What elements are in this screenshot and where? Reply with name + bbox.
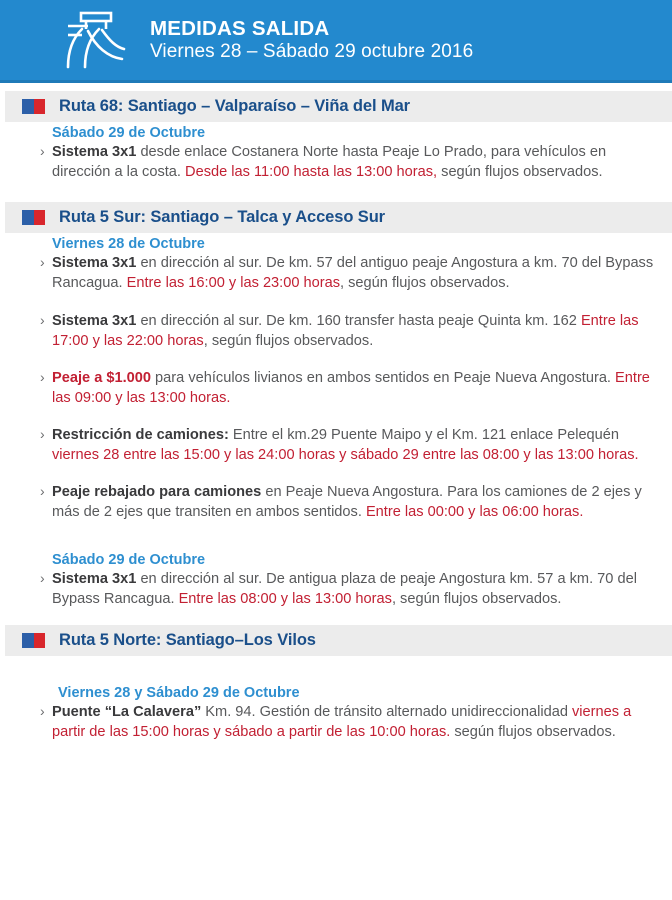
section-body	[0, 656, 672, 742]
sections-container	[0, 83, 672, 742]
measure-item-text: , según flujos observados.	[203, 332, 374, 349]
measure-item-text: , según flujos observados.	[391, 590, 562, 607]
measure-item	[30, 142, 658, 182]
measure-item-text: en dirección al sur. De km. 57 del antiguo peaje Angostura a km. 70 del Bypass Rancagua.	[52, 255, 654, 292]
section-header-ruta-5-sur	[5, 202, 672, 233]
measure-item-text: según flujos observados.	[437, 164, 603, 181]
measure-item-text: , según flujos observados.	[340, 275, 510, 292]
measure-item-text: Km. 94. Gestión de tránsito alternado unidireccionalidad	[201, 703, 572, 720]
measure-item-text: según flujos observados.	[450, 723, 616, 740]
measure-item	[30, 253, 658, 293]
measure-item-lead: Sistema 3x1	[52, 312, 137, 329]
schedule-highlight: Desde las 11:00 hasta las 13:00 horas,	[185, 164, 438, 181]
measure-item	[30, 368, 658, 408]
section-title: Ruta 68: Santiago – Valparaíso – Viña del Mar	[59, 97, 410, 115]
block-spacer	[30, 656, 658, 682]
bullet-icon: ›	[40, 569, 45, 586]
measure-item-lead: Sistema 3x1	[52, 255, 137, 272]
chile-flag-icon	[22, 633, 45, 648]
bullet-icon: ›	[40, 483, 45, 500]
bullet-icon: ›	[40, 702, 45, 719]
measure-item	[30, 702, 658, 742]
measure-item-lead: Peaje rebajado para camiones	[52, 484, 262, 501]
section-spacer	[0, 83, 672, 91]
highway-gantry-icon	[52, 9, 128, 71]
measure-item-lead: Sistema 3x1	[52, 570, 137, 587]
section-spacer	[0, 182, 672, 202]
date-label: Sábado 29 de Octubre	[52, 551, 206, 568]
measure-item-text: para vehículos livianos en ambos sentidos en Peaje Nueva Angostura.	[151, 369, 616, 386]
measure-item-lead: Restricción de camiones:	[52, 427, 229, 443]
page-title: MEDIDAS SALIDA	[150, 16, 330, 40]
measure-item	[30, 311, 658, 351]
chile-flag-icon	[22, 210, 45, 225]
section-title: Ruta 5 Sur: Santiago – Talca y Acceso Sur	[59, 208, 386, 227]
date-label: Viernes 28 y Sábado 29 de Octubre	[58, 684, 300, 701]
bullet-icon: ›	[40, 368, 45, 385]
bullet-icon: ›	[40, 143, 45, 159]
measure-item-lead: Sistema 3x1	[52, 144, 137, 160]
block-spacer	[30, 523, 658, 549]
measure-item-text: en Peaje Nueva Angostura. Para los camiones de 2 ejes y más de 2 ejes que transiten en ambos sentidos.	[52, 484, 642, 521]
measure-item-text: en dirección al sur. De km. 160 transfer hasta peaje Quinta km. 162	[136, 312, 581, 329]
schedule-highlight: Entre las 08:00 y las 13:00 horas	[178, 590, 392, 607]
schedule-highlight: viernes a partir de las 15:00 horas y sábado a partir de las 10:00 horas.	[52, 703, 632, 740]
chile-flag-icon	[22, 99, 45, 114]
measure-item	[30, 482, 658, 522]
schedule-highlight: Entre las 00:00 y las 06:00 horas.	[365, 504, 584, 521]
section-title: Ruta 5 Norte: Santiago–Los Vilos	[59, 630, 316, 649]
measure-item	[30, 425, 658, 465]
measure-item-text: en dirección al sur. De antigua plaza de peaje Angostura km. 57 a km. 70 del Bypass Rancagua.	[52, 570, 637, 607]
section-body	[0, 125, 672, 182]
page-subtitle: Viernes 28 – Sábado 29 octubre 2016	[150, 41, 474, 63]
section-header-ruta-5-norte	[5, 625, 672, 656]
date-label: Sábado 29 de Octubre	[52, 125, 206, 141]
section-header-ruta-68	[5, 91, 672, 122]
date-label: Viernes 28 de Octubre	[52, 236, 205, 253]
measure-item-lead: Peaje a $1.000	[52, 369, 151, 386]
section-spacer	[0, 609, 672, 625]
measure-item	[30, 569, 658, 609]
section-body	[0, 236, 672, 609]
schedule-highlight: Entre las 09:00 y las 13:00 horas.	[52, 369, 650, 406]
bullet-icon: ›	[40, 426, 45, 442]
bullet-icon: ›	[40, 254, 45, 271]
schedule-highlight: Entre las 17:00 y las 22:00 horas	[52, 312, 639, 349]
schedule-highlight: viernes 28 entre las 15:00 y las 24:00 horas y sábado 29 entre las 08:00 y las 13:00 horas.	[52, 447, 639, 464]
page-header	[0, 0, 672, 80]
bullet-icon: ›	[40, 311, 45, 328]
measure-item-text: desde enlace Costanera Norte hasta Peaje Lo Prado, para vehículos en dirección a la costa.	[52, 144, 607, 181]
schedule-highlight: Entre las 16:00 y las 23:00 horas	[126, 275, 341, 292]
measure-item-text: Entre el km.29 Puente Maipo y el Km. 121 enlace Pelequén	[228, 427, 620, 443]
measure-item-lead: Puente “La Calavera”	[52, 703, 202, 720]
